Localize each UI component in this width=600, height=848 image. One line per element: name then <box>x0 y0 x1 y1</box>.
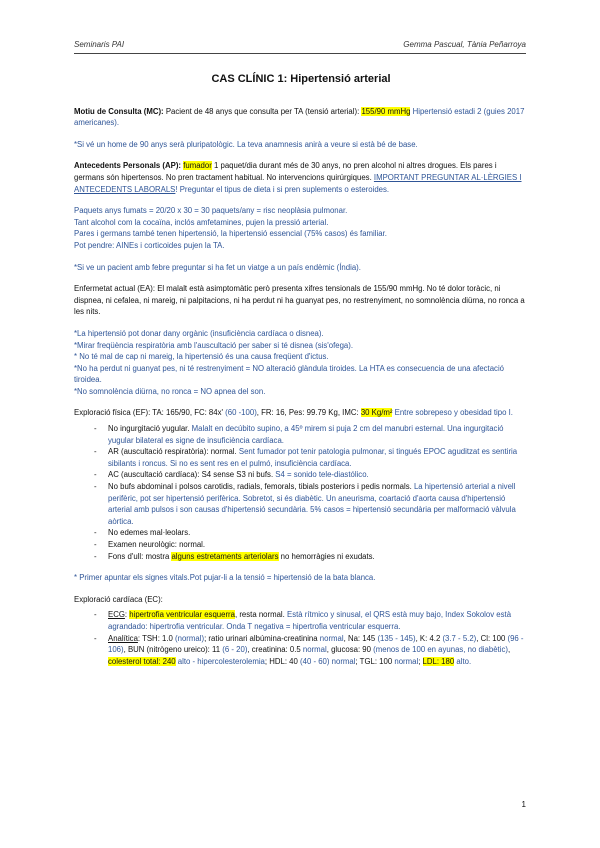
page-header <box>74 40 526 54</box>
list-item: - Fons d'ull: mostra alguns estretaments arteriolars no hemorràgies ni exudats. <box>108 551 528 563</box>
ef-list <box>74 423 528 562</box>
antecedents-personals: Antecedents Personals (AP): fumador 1 paquet/dia durant més de 30 anys, no pren alcohol ni altres drogues. Els pares i germans són hipertensos. No pren tractament habitual. No intervencions quirúrgiques. IMPORTANT PREGUNTAR AL·LÈRGIES I ANTECEDENTS LABORALS! Preguntar el tipus de dieta i si pren suplements o esteroides. <box>74 161 522 194</box>
exploracio-fisica: Exploració física (EF): TA: 165/90, FC: 84x' (60 -100), FR: 16, Pes: 99.79 Kg, IMC: 30 Kg/m² Entre sobrepeso y obesidad tipo I. <box>74 408 513 418</box>
note-anamnesis: *Si vé un home de 90 anys serà pluripatològic. La teva anamnesis anirà a veure si està bé de base. <box>74 139 418 149</box>
ea-note-line: *La hipertensió pot donar dany orgànic (insuficiència cardíaca o disnea). <box>74 328 324 338</box>
list-item: - Examen neurològic: normal. <box>108 539 528 551</box>
paquets-line: Tant alcohol com la cocaïna, inclós amfetamines, pujen la pressió arterial. <box>74 217 329 227</box>
paquets-line: Paquets anys fumats = 20/20 x 30 = 30 paquets/any = risc neoplàsia pulmonar. <box>74 206 348 216</box>
ea-note-line: *Mirar freqüència respiratòria amb l'auscultació per saber si té disnea (sis'ofega). <box>74 340 354 350</box>
note-signes-vitals: * Primer apuntar els signes vitals.Pot pujar-li a la tensió = hipertensió de la bata blanca. <box>74 573 376 583</box>
list-item: - AR (auscultació respiratòria): normal. Sent fumador pot tenir patologia pulmonar, si tingués EPOC aguditzat es sentiria sibilants i roncus. Si no es sent res en el pulmó, insuficiència cardíaca. <box>108 446 528 469</box>
ldl-highlight: LDL: 180 <box>422 656 455 666</box>
ea-note-line: *No somnolència diürna, no ronca = NO apnea del son. <box>74 386 266 396</box>
imc-highlight: 30 Kg/m² <box>360 408 393 418</box>
header-authors: Gemma Pascual, Tània Peñarroya <box>403 40 526 49</box>
ecg-highlight: hipertrofia ventricular esquerra <box>129 610 235 620</box>
fons-highlight: alguns estretaments arteriolars <box>171 551 279 561</box>
list-item: - No bufs abdominal i polsos carotidis, radials, femorals, tibials posteriors i pedis normals. La hipertensió arterial a nivell perifèric, pot ser hipertensió perifèrica. Sobretot, si és diabètic. Un aneurisma, coartació d'aorta causa d'hipertensió arterial amb pulsos i son causas d'hipertensió secundària. 5% casos = hipertensió secundària per malformació vàlvula aòrtica. <box>108 481 528 527</box>
exploracio-cardiaca-label: Exploració cardíaca (EC): <box>74 594 163 604</box>
colesterol-highlight: colesterol total: 240 <box>108 656 176 666</box>
fumador-highlight: fumador <box>183 161 212 171</box>
list-item: - AC (auscultació cardíaca): S4 sense S3 ni bufs. S4 = sonido tele-diastólico. <box>108 469 528 481</box>
list-item: - No ingurgitació yugular. Malalt en decúbito supino, a 45º mirem si puja 2 cm del manubri esternal. Una ingurgitació yugular bilateral es signe de insuficiència cardíaca. <box>108 423 528 446</box>
motiu-consulta: Motiu de Consulta (MC): Pacient de 48 anys que consulta per TA (tensió arterial): 155/90 mmHg Hipertensió estadi 2 (guies 2017 americanes). <box>74 106 525 128</box>
ea-note-line: *No ha perdut ni guanyat pes, ni té restrenyiment = NO alteració glàndula tiroides. La HTA es consecuencia de una afectació tiroidea. <box>74 363 505 385</box>
ta-highlight: 155/90 mmHg <box>361 106 411 116</box>
paquets-line: Pares i germans també tenen hipertensió, la hipertensió essencial (75% casos) és familiar. <box>74 229 387 239</box>
document-title: CAS CLÍNIC 1: Hipertensió arterial <box>211 73 391 85</box>
page-number: 1 <box>521 800 526 809</box>
enfermetat-actual: Enfermetat actual (EA): El malalt està asimptomàtic però presenta xifres tensionals de 155/90 mmHg. No té dolor toràcic, ni dispnea, ni cefalea, ni mareig, ni palpitacions, ni ha perdut ni ha guanyat pes, no restrenyiment, no somnolència diürna, no ronca a les nits. <box>74 284 525 317</box>
paquets-notes <box>74 205 528 251</box>
list-item: - ECG: hipertrofia ventricular esquerra, resta normal. Està rítmico y sinusal, el QRS està muy bajo, Index Sokolov està agrandado: hipertrofia ventricular. Onda T negativa = hipertrofia ventricular esquerra. <box>108 609 528 632</box>
ec-list <box>74 609 528 667</box>
list-item: - Analítica: TSH: 1.0 (normal); ratio urinari albúmina-creatinina normal, Na: 145 (135 - 145), K: 4.2 (3.7 - 5.2), Cl: 100 (96 - 106), BUN (nitrògeno ureico): 11 (6 - 20), creatinina: 0.5 normal, glucosa: 90 (menos de 100 en ayunas, no diabètic), colesterol total: 240 alto - hipercolesterolemia; HDL: 40 (40 - 60) normal; TGL: 100 normal; LDL: 180 alto. <box>108 633 528 668</box>
header-course: Seminaris PAI <box>74 40 125 49</box>
note-febre: *Si ve un pacient amb febre preguntar si ha fet un viatge a un país endèmic (Índia). <box>74 262 361 272</box>
document-body <box>74 72 528 677</box>
paquets-line: Pot pendre: AINEs i corticoides pujen la TA. <box>74 240 225 250</box>
ea-notes <box>74 328 528 398</box>
important-link[interactable]: IMPORTANT PREGUNTAR AL·LÈRGIES I ANTECEDENTS LABORALS <box>74 172 522 194</box>
list-item: - No edemes mal·leolars. <box>108 527 528 539</box>
ea-note-line: * No té mal de cap ni mareig, la hipertensió és una causa freqüent d'ictus. <box>74 352 329 362</box>
